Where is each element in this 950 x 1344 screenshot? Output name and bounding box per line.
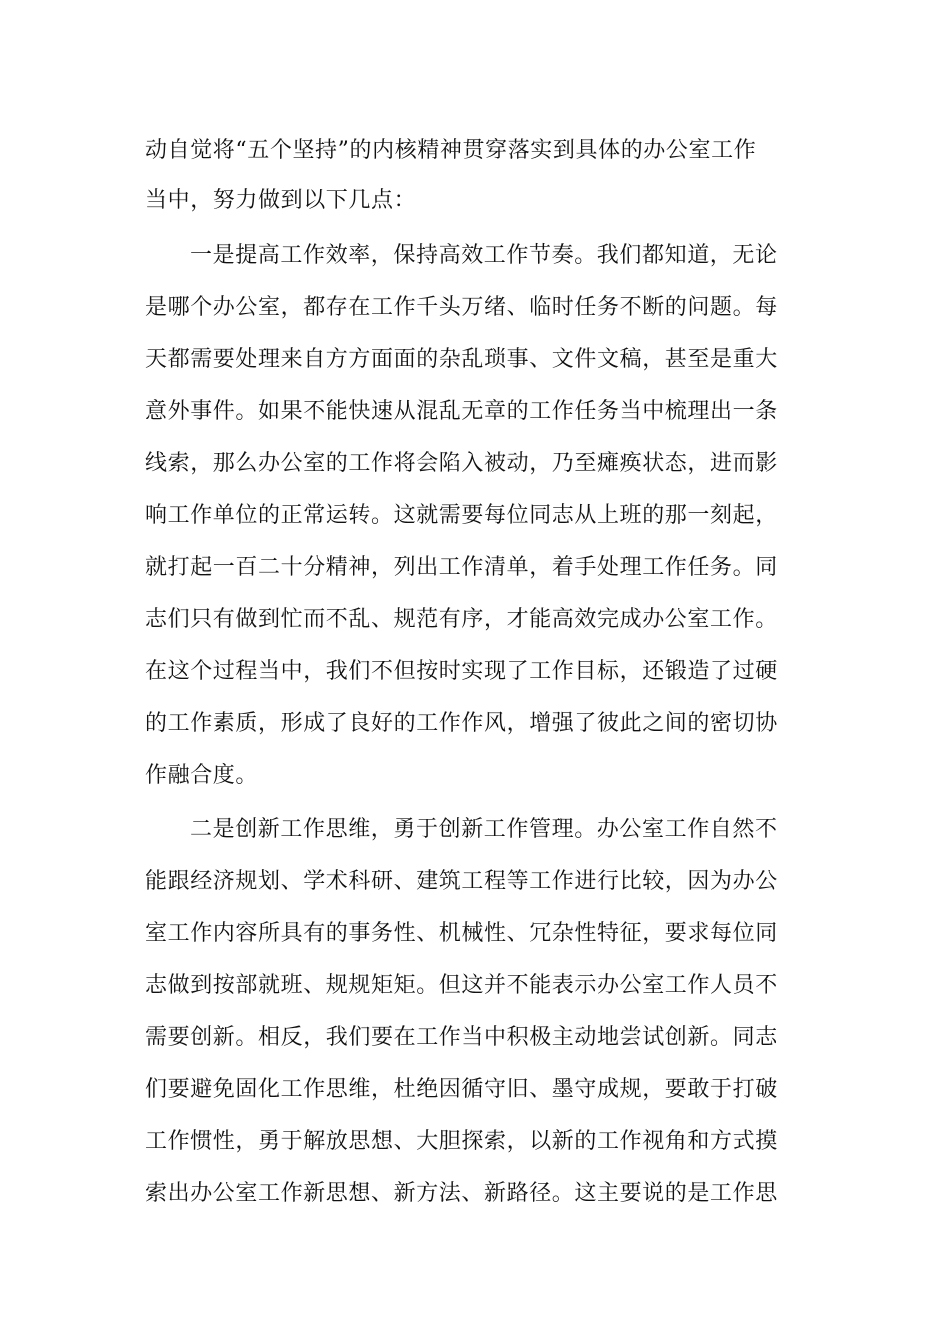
- paragraph-3-line-8: 索出办公室工作新思想、新方法、新路径。这主要说的是工作思: [145, 1181, 778, 1206]
- paragraph-2-line-1: 一是提高工作效率，保持高效工作节奏。我们都知道，无论: [190, 243, 778, 268]
- paragraph-1-line-1: 动自觉将“五个坚持”的内核精神贯穿落实到具体的办公室工作: [145, 138, 757, 163]
- paragraph-2-line-7: 就打起一百二十分精神，列出工作清单，着手处理工作任务。同: [145, 555, 778, 580]
- paragraph-3-line-7: 工作惯性，勇于解放思想、大胆探索，以新的工作视角和方式摸: [145, 1129, 778, 1154]
- paragraph-3-line-3: 室工作内容所具有的事务性、机械性、冗杂性特征，要求每位同: [145, 921, 778, 946]
- paragraph-2-line-6: 响工作单位的正常运转。这就需要每位同志从上班的那一刻起，: [145, 503, 778, 528]
- paragraph-2-line-11: 作融合度。: [145, 763, 259, 788]
- paragraph-3-line-6: 们要避免固化工作思维，杜绝因循守旧、墨守成规，要敢于打破: [145, 1077, 778, 1102]
- paragraph-2-line-3: 天都需要处理来自方方面面的杂乱琐事、文件文稿，甚至是重大: [145, 347, 778, 372]
- paragraph-3-line-4: 志做到按部就班、规规矩矩。但这并不能表示办公室工作人员不: [145, 973, 778, 998]
- paragraph-3-line-1: 二是创新工作思维，勇于创新工作管理。办公室工作自然不: [190, 817, 778, 842]
- paragraph-2-line-5: 线索，那么办公室的工作将会陷入被动，乃至瘫痪状态，进而影: [145, 451, 778, 476]
- paragraph-3-line-2: 能跟经济规划、学术科研、建筑工程等工作进行比较，因为办公: [145, 869, 778, 894]
- paragraph-2-line-9: 在这个过程当中，我们不但按时实现了工作目标，还锻造了过硬: [145, 659, 778, 684]
- paragraph-2-line-10: 的工作素质，形成了良好的工作作风，增强了彼此之间的密切协: [145, 711, 778, 736]
- paragraph-2-line-8: 志们只有做到忙而不乱、规范有序，才能高效完成办公室工作。: [145, 607, 778, 632]
- paragraph-2-line-2: 是哪个办公室，都存在工作千头万绪、临时任务不断的问题。每: [145, 295, 778, 320]
- paragraph-3-line-5: 需要创新。相反，我们要在工作当中积极主动地尝试创新。同志: [145, 1025, 778, 1050]
- paragraph-1-line-2: 当中，努力做到以下几点：: [145, 188, 417, 213]
- paragraph-2-line-4: 意外事件。如果不能快速从混乱无章的工作任务当中梳理出一条: [145, 399, 778, 424]
